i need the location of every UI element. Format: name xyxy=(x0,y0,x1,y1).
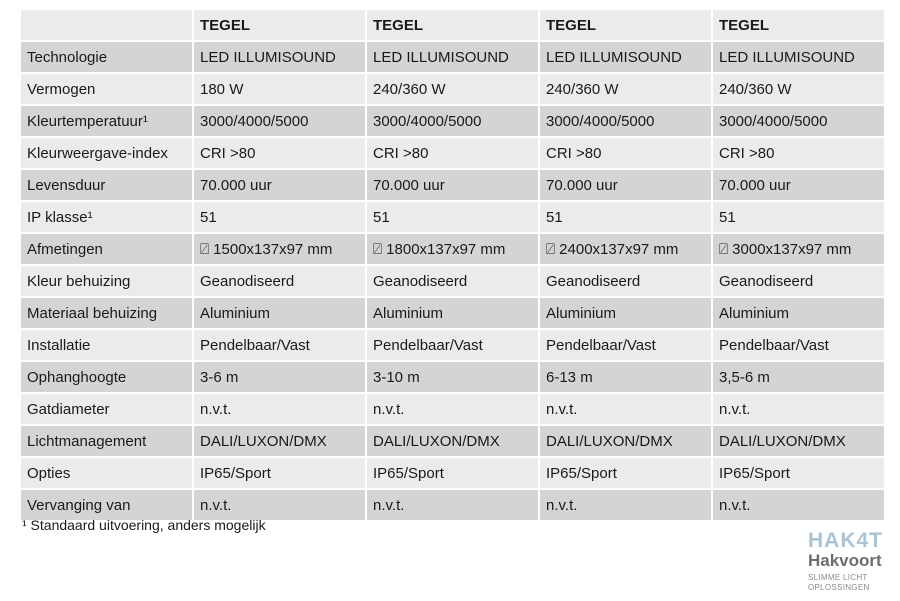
company-logo xyxy=(808,530,898,593)
row-label: Vermogen xyxy=(21,74,192,104)
table-cell: Geanodiseerd xyxy=(367,266,538,296)
table-cell: Pendelbaar/Vast xyxy=(367,330,538,360)
row-label: Levensduur xyxy=(21,170,192,200)
table-cell: ⍁ 1500x137x97 mm xyxy=(194,234,365,264)
table-cell: 51 xyxy=(540,202,711,232)
table-cell: 240/360 W xyxy=(540,74,711,104)
table-row xyxy=(21,266,884,296)
table-cell: ⍁ 3000x137x97 mm xyxy=(713,234,884,264)
logo-tagline-line-2: OPLOSSINGEN xyxy=(808,583,870,592)
table-cell: Geanodiseerd xyxy=(713,266,884,296)
row-label: Kleur behuizing xyxy=(21,266,192,296)
table-cell: LED ILLUMISOUND xyxy=(540,42,711,72)
table-cell: 180 W xyxy=(194,74,365,104)
table-cell: Aluminium xyxy=(713,298,884,328)
table-cell: 6-13 m xyxy=(540,362,711,392)
table-row xyxy=(21,458,884,488)
table-cell: CRI >80 xyxy=(713,138,884,168)
table-cell: n.v.t. xyxy=(194,394,365,424)
table-cell: 240/360 W xyxy=(713,74,884,104)
table-row xyxy=(21,330,884,360)
table-cell: 240/360 W xyxy=(367,74,538,104)
table-cell: 3000/4000/5000 xyxy=(367,106,538,136)
table-row xyxy=(21,394,884,424)
table-cell: LED ILLUMISOUND xyxy=(367,42,538,72)
table-cell: LED ILLUMISOUND xyxy=(194,42,365,72)
table-cell: 70.000 uur xyxy=(367,170,538,200)
table-cell: 70.000 uur xyxy=(713,170,884,200)
table-cell: CRI >80 xyxy=(540,138,711,168)
table-row xyxy=(21,362,884,392)
table-row xyxy=(21,106,884,136)
logo-tagline-line-1: SLIMME LICHT xyxy=(808,573,868,582)
table-cell: n.v.t. xyxy=(367,394,538,424)
row-label: Opties xyxy=(21,458,192,488)
footnote: ¹ Standaard uitvoering, anders mogelijk xyxy=(22,517,266,533)
row-label: Gatdiameter xyxy=(21,394,192,424)
table-cell: ⍁ 2400x137x97 mm xyxy=(540,234,711,264)
row-label: Ophanghoogte xyxy=(21,362,192,392)
table-cell: 3000/4000/5000 xyxy=(540,106,711,136)
table-cell: Geanodiseerd xyxy=(194,266,365,296)
table-cell: n.v.t. xyxy=(367,490,538,520)
table-cell: DALI/LUXON/DMX xyxy=(540,426,711,456)
logo-sub-text: Hakvoort xyxy=(808,551,882,570)
table-row xyxy=(21,426,884,456)
table-cell: Aluminium xyxy=(194,298,365,328)
table-cell: n.v.t. xyxy=(713,394,884,424)
row-label: Kleurtemperatuur¹ xyxy=(21,106,192,136)
table-cell: DALI/LUXON/DMX xyxy=(194,426,365,456)
table-cell: Pendelbaar/Vast xyxy=(194,330,365,360)
row-label: Installatie xyxy=(21,330,192,360)
table-cell: 3,5-6 m xyxy=(713,362,884,392)
table-cell: IP65/Sport xyxy=(367,458,538,488)
table-cell: ⍁ 1800x137x97 mm xyxy=(367,234,538,264)
table-cell: Pendelbaar/Vast xyxy=(713,330,884,360)
table-cell: IP65/Sport xyxy=(713,458,884,488)
table-cell: 3000/4000/5000 xyxy=(713,106,884,136)
row-label: Technologie xyxy=(21,42,192,72)
table-cell: 70.000 uur xyxy=(194,170,365,200)
table-row xyxy=(21,490,884,520)
row-label: Kleurweergave-index xyxy=(21,138,192,168)
table-row xyxy=(21,234,884,264)
table-row xyxy=(21,42,884,72)
table-cell: DALI/LUXON/DMX xyxy=(367,426,538,456)
table-cell: Aluminium xyxy=(540,298,711,328)
column-header: TEGEL xyxy=(713,10,884,40)
table-cell: IP65/Sport xyxy=(540,458,711,488)
column-header: TEGEL xyxy=(194,10,365,40)
table-cell: Geanodiseerd xyxy=(540,266,711,296)
column-header: TEGEL xyxy=(540,10,711,40)
table-cell: 51 xyxy=(713,202,884,232)
table-cell: IP65/Sport xyxy=(194,458,365,488)
table-cell: Aluminium xyxy=(367,298,538,328)
table-cell: CRI >80 xyxy=(194,138,365,168)
row-label: Vervanging van xyxy=(21,490,192,520)
table-row xyxy=(21,202,884,232)
table-cell: Pendelbaar/Vast xyxy=(540,330,711,360)
column-header: TEGEL xyxy=(367,10,538,40)
table-row xyxy=(21,170,884,200)
table-cell: 3-6 m xyxy=(194,362,365,392)
table-cell: n.v.t. xyxy=(713,490,884,520)
table-cell: 3-10 m xyxy=(367,362,538,392)
table-cell: CRI >80 xyxy=(367,138,538,168)
table-cell: LED ILLUMISOUND xyxy=(713,42,884,72)
spec-table xyxy=(19,8,886,522)
header-row xyxy=(21,10,884,40)
table-row xyxy=(21,298,884,328)
table-cell: 51 xyxy=(194,202,365,232)
table-cell: n.v.t. xyxy=(540,490,711,520)
table-row xyxy=(21,74,884,104)
table-cell: DALI/LUXON/DMX xyxy=(713,426,884,456)
table-cell: n.v.t. xyxy=(540,394,711,424)
table-body xyxy=(21,42,884,520)
row-label: Lichtmanagement xyxy=(21,426,192,456)
table-cell: 3000/4000/5000 xyxy=(194,106,365,136)
table-cell: 70.000 uur xyxy=(540,170,711,200)
table-cell: 51 xyxy=(367,202,538,232)
logo-tagline xyxy=(808,573,898,593)
header-corner xyxy=(21,10,192,40)
row-label: Afmetingen xyxy=(21,234,192,264)
row-label: IP klasse¹ xyxy=(21,202,192,232)
table-row xyxy=(21,138,884,168)
row-label: Materiaal behuizing xyxy=(21,298,192,328)
logo-main-text: HAK4T xyxy=(808,529,884,552)
table-cell: n.v.t. xyxy=(194,490,365,520)
